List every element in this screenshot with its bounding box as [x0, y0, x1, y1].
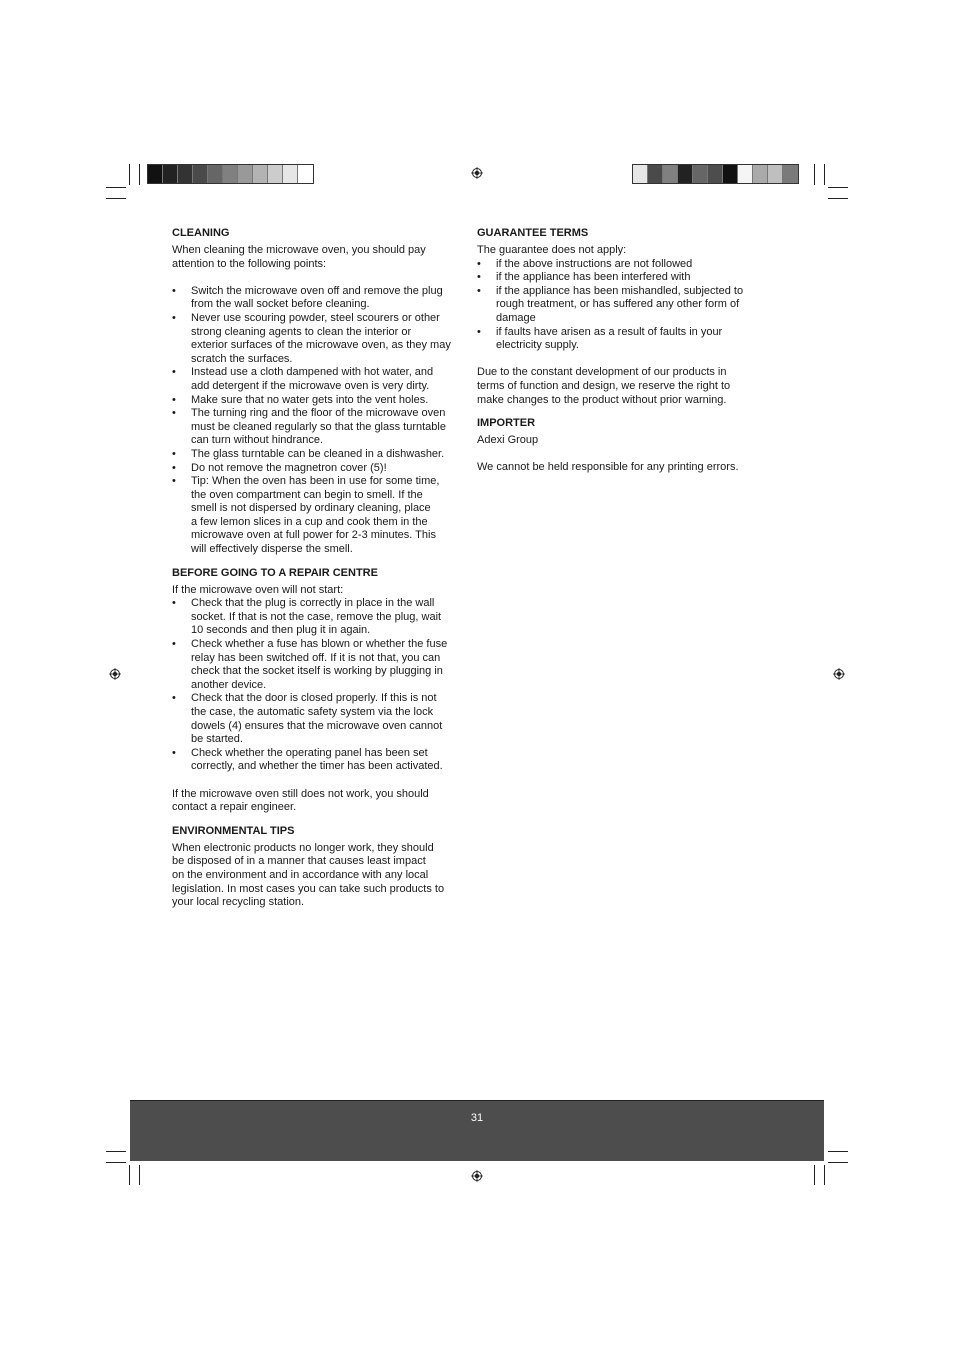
right-column	[477, 226, 759, 475]
color-swatch	[648, 165, 663, 183]
color-swatch	[208, 165, 223, 183]
crosshair-target-icon	[471, 1170, 483, 1182]
repair-section	[172, 566, 464, 815]
paragraph-line: Due to the constant development of our products in	[477, 366, 727, 379]
paragraph-line: make changes to the product without prior warning.	[477, 393, 727, 406]
list-item: • Never use scouring powder, steel scourers or other strong cleaning agents to clean the interior or exterior surfaces of the microwave oven, as they may scratch the surfaces.	[172, 312, 464, 366]
section-heading: GUARANTEE TERMS	[477, 227, 589, 239]
crop-mark	[814, 1165, 815, 1185]
crop-mark	[106, 1151, 126, 1152]
section-heading: ENVIRONMENTAL TIPS	[172, 824, 295, 837]
list-item: • The glass turntable can be cleaned in a dishwasher.	[172, 448, 464, 462]
list-item: • if the appliance has been mishandled, subjected to rough treatment, or has suffered any other form of damage	[477, 285, 759, 326]
color-swatch	[193, 165, 208, 183]
page-number: 31	[470, 1112, 484, 1124]
crosshair-target-icon	[109, 668, 121, 680]
crop-mark	[814, 164, 815, 185]
color-swatch	[768, 165, 783, 183]
color-swatch	[253, 165, 268, 183]
color-swatch	[633, 165, 648, 183]
color-calibration-bar-left	[147, 164, 314, 184]
list-item: • Do not remove the magnetron cover (5)!	[172, 462, 464, 476]
paragraph-line: on the environment and in accordance with any local	[172, 868, 429, 881]
paragraph-line: attention to the following points:	[172, 257, 327, 270]
color-swatch	[708, 165, 723, 183]
list-item: • Check that the plug is correctly in place in the wall socket. If that is not the case, remove the plug, wait 10 seconds and then plug it in again.	[172, 597, 464, 638]
importer-name: Adexi Group	[477, 434, 539, 447]
crop-mark	[106, 1162, 126, 1163]
crop-mark	[129, 164, 130, 185]
color-swatch	[298, 165, 313, 183]
paragraph-line: The guarantee does not apply:	[477, 244, 627, 256]
color-swatch	[753, 165, 768, 183]
crop-mark	[129, 1165, 130, 1185]
paragraph-line: your local recycling station.	[172, 896, 305, 909]
color-swatch	[723, 165, 738, 183]
crop-mark	[106, 187, 126, 188]
color-swatch	[283, 165, 298, 183]
paragraph-line: legislation. In most cases you can take such products to	[172, 882, 445, 895]
section-heading: CLEANING	[172, 227, 230, 239]
color-swatch	[178, 165, 193, 183]
color-swatch	[148, 165, 163, 183]
color-swatch	[238, 165, 253, 183]
crop-mark	[139, 164, 140, 185]
paragraph-line: be disposed of in a manner that causes least impact	[172, 855, 426, 868]
list-item: • if the appliance has been interfered with	[477, 271, 759, 285]
crop-mark	[828, 1151, 848, 1152]
guarantee-section	[477, 226, 759, 407]
list-item: • Make sure that no water gets into the vent holes.	[172, 394, 464, 408]
cleaning-section	[172, 226, 464, 557]
list-item: • Instead use a cloth dampened with hot water, and add detergent if the microwave oven is very dirty.	[172, 366, 464, 393]
list-item: • if faults have arisen as a result of faults in your electricity supply.	[477, 326, 759, 353]
bullet-list	[172, 597, 464, 774]
paragraph-line: contact a repair engineer.	[172, 801, 297, 814]
list-item: • if the above instructions are not followed	[477, 258, 759, 272]
paragraph-line: If the microwave oven still does not work, you should	[172, 787, 429, 800]
paragraph-line: When electronic products no longer work, they should	[172, 841, 434, 854]
color-swatch	[663, 165, 678, 183]
bullet-list	[477, 258, 759, 353]
paragraph-line: When cleaning the microwave oven, you should pay	[172, 244, 426, 256]
color-calibration-bar-right	[632, 164, 799, 184]
list-item: • Check that the door is closed properly. If this is not the case, the automatic safety system via the lock dowels (4) ensures that the microwave oven cannot be started.	[172, 692, 464, 746]
list-item: • Switch the microwave oven off and remove the plug from the wall socket before cleaning.	[172, 285, 464, 312]
bullet-list	[172, 285, 464, 557]
color-swatch	[163, 165, 178, 183]
color-swatch	[738, 165, 753, 183]
list-item: • Check whether the operating panel has been set correctly, and whether the timer has been activated.	[172, 747, 464, 774]
environment-section	[172, 824, 464, 910]
color-swatch	[678, 165, 693, 183]
crop-mark	[828, 187, 848, 188]
crop-mark	[824, 1165, 825, 1185]
section-heading: IMPORTER	[477, 417, 536, 430]
crop-mark	[139, 1165, 140, 1185]
footer-band	[130, 1100, 824, 1161]
crosshair-target-icon	[471, 167, 483, 179]
left-column	[172, 226, 464, 910]
printing-disclaimer: We cannot be held responsible for any printing errors.	[477, 461, 739, 474]
color-swatch	[693, 165, 708, 183]
crosshair-target-icon	[833, 668, 845, 680]
section-heading: BEFORE GOING TO A REPAIR CENTRE	[172, 566, 378, 579]
list-item: • The turning ring and the floor of the microwave oven must be cleaned regularly so that the glass turntable can turn without hindrance.	[172, 407, 464, 448]
importer-section	[477, 416, 759, 475]
color-swatch	[268, 165, 283, 183]
list-item: • Tip: When the oven has been in use for some time, the oven compartment can begin to smell. If the smell is not dispersed by ordinary cleaning, place a few lemon slices in a cup and cook them in the microwave oven at full power for 2-3 minutes. This will effectively disperse the smell.	[172, 475, 464, 557]
crop-mark	[106, 198, 126, 199]
crop-mark	[824, 164, 825, 185]
list-item: • Check whether a fuse has blown or whether the fuse relay has been switched off. If it is not that, you can check that the socket itself is working by plugging in another device.	[172, 638, 464, 692]
paragraph-line: If the microwave oven will not start:	[172, 583, 344, 596]
color-swatch	[223, 165, 238, 183]
crop-mark	[828, 198, 848, 199]
color-swatch	[783, 165, 798, 183]
crop-mark	[828, 1162, 848, 1163]
paragraph-line: terms of function and design, we reserve the right to	[477, 379, 731, 392]
